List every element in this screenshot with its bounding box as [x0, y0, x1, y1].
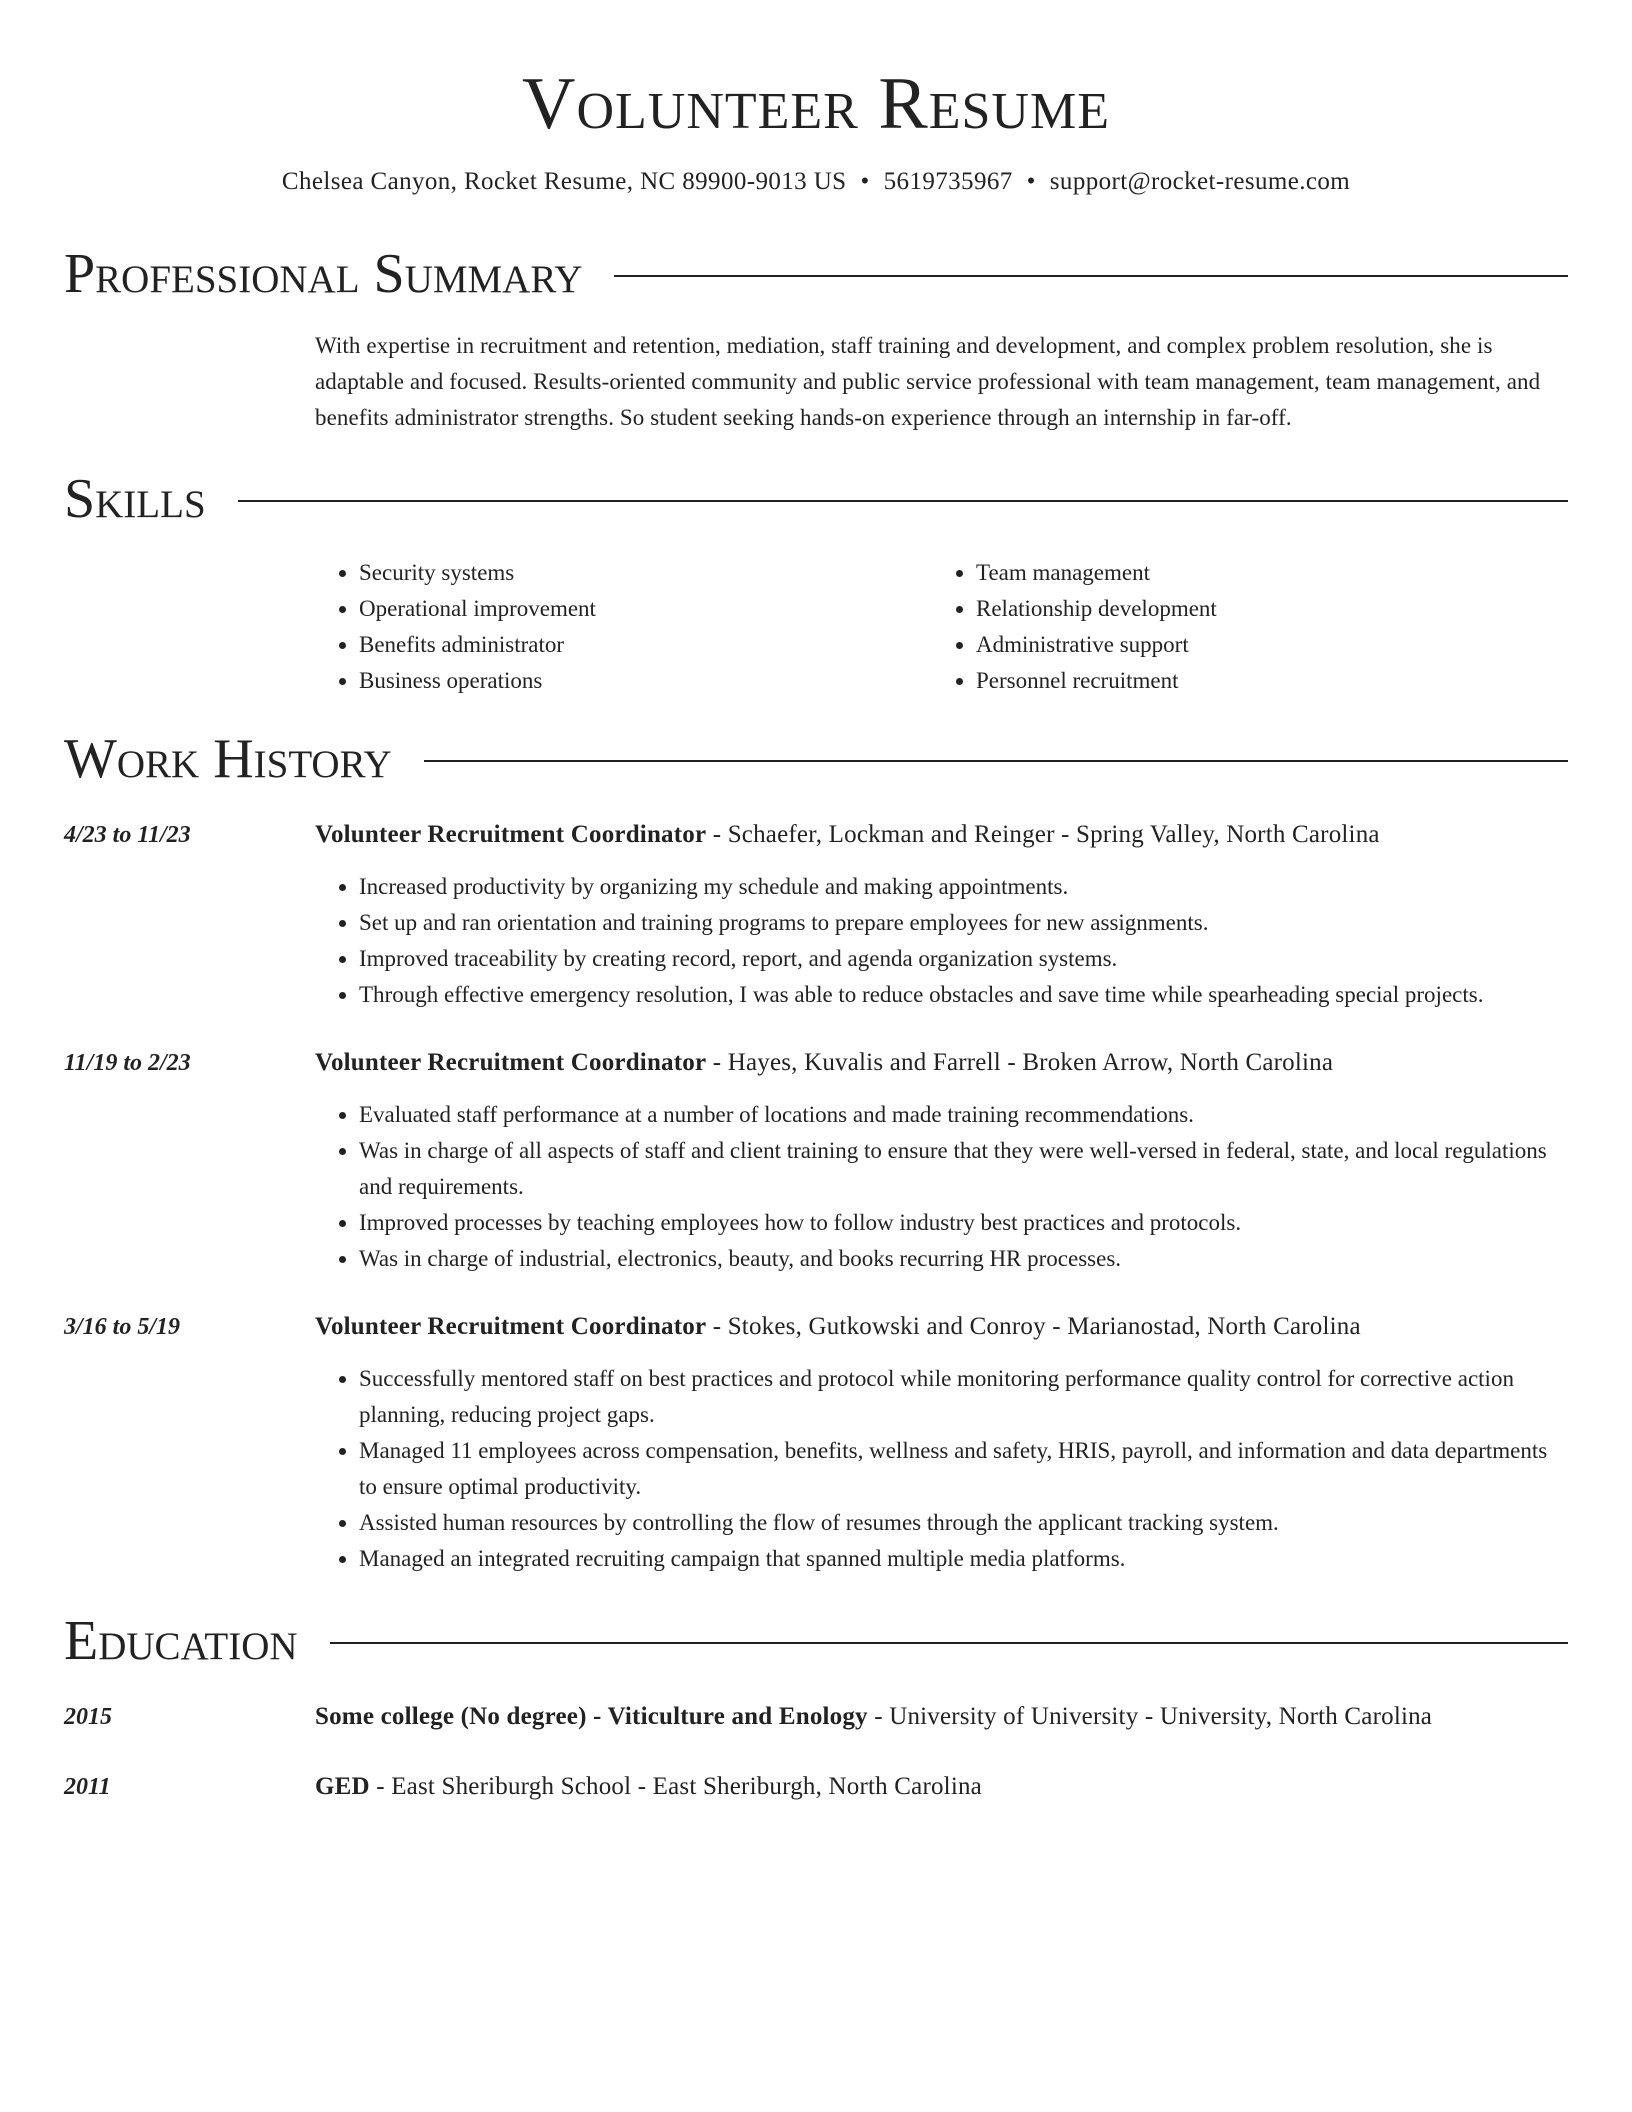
job-bullet: • Was in charge of industrial, electronics, beauty, and books recurring HR processes. [359, 1241, 1568, 1277]
skills-column-left [315, 555, 932, 699]
work-heading: Work History [64, 728, 392, 790]
skill-item: • Business operations [359, 663, 932, 699]
skills-section-heading [64, 463, 1568, 535]
job-employer: - Stokes, Gutkowski and Conroy - Marianostad, North Carolina [706, 1313, 1361, 1340]
job-bullet: • Evaluated staff performance at a number of locations and made training recommendations. [359, 1097, 1568, 1133]
skill-item: • Security systems [359, 555, 932, 591]
education-year: 2015 [64, 1704, 112, 1730]
job-headline [315, 815, 1568, 855]
job-headline [315, 1043, 1568, 1083]
skill-item: • Personnel recruitment [976, 663, 1217, 699]
job-bullets [315, 1097, 1568, 1277]
summary-section-heading [64, 238, 1568, 310]
summary-text: With expertise in recruitment and retention, mediation, staff training and development, and complex problem resolution, she is adaptable and focused. Results-oriented community and public service professional with team management, team management, and benefits administrator strengths. So student seeking hands-on experience through an internship in far-off. [315, 333, 1541, 430]
job-bullet: • Assisted human resources by controlling the flow of resumes through the applicant tracking system. [359, 1505, 1568, 1541]
resume-title: Volunteer Resume [522, 63, 1110, 145]
skill-item: • Benefits administrator [359, 627, 932, 663]
education-section-heading [64, 1605, 1568, 1677]
education-entry [64, 1767, 1568, 1807]
job-dates: 11/19 to 2/23 [64, 1050, 191, 1076]
education-degree: Some college (No degree) - Viticulture and Enology [315, 1703, 868, 1730]
job-bullet: • Increased productivity by organizing my schedule and making appointments. [359, 869, 1568, 905]
education-body [315, 1697, 1568, 1737]
section-divider [614, 275, 1568, 277]
job-bullet: • Through effective emergency resolution, I was able to reduce obstacles and save time while spearheading special projects. [359, 977, 1568, 1013]
summary-heading: Professional Summary [64, 243, 583, 305]
job-body [315, 815, 1568, 1013]
work-section-heading [64, 723, 1568, 795]
education-year: 2011 [64, 1774, 111, 1800]
education-school: - East Sheriburgh School - East Sheriburgh, North Carolina [369, 1773, 982, 1800]
contact-line [64, 164, 1568, 200]
contact-separator: • [860, 168, 870, 195]
education-degree: GED [315, 1773, 370, 1800]
job-employer: - Schaefer, Lockman and Reinger - Spring Valley, North Carolina [706, 821, 1380, 848]
skills-column-right [932, 555, 1217, 699]
job-role: Volunteer Recruitment Coordinator [315, 821, 707, 848]
section-divider [238, 500, 1568, 502]
job-bullet: • Set up and ran orientation and training programs to prepare employees for new assignments. [359, 905, 1568, 941]
job-bullet: • Improved processes by teaching employees how to follow industry best practices and protocols. [359, 1205, 1568, 1241]
skills-heading: Skills [64, 468, 206, 530]
job-bullet: • Was in charge of all aspects of staff and client training to ensure that they were well-versed in federal, state, and local regulations and requirements. [359, 1133, 1568, 1205]
job-dates: 3/16 to 5/19 [64, 1314, 181, 1340]
job-bullet: • Successfully mentored staff on best practices and protocol while monitoring performance quality control for corrective action planning, reducing project gaps. [359, 1361, 1568, 1433]
skills-list [315, 555, 1568, 699]
job-headline [315, 1307, 1568, 1347]
section-divider [424, 760, 1568, 762]
job-dates: 4/23 to 11/23 [64, 822, 191, 848]
education-headline [315, 1697, 1568, 1737]
job-body [315, 1307, 1568, 1577]
skill-item: • Relationship development [976, 591, 1217, 627]
job-role: Volunteer Recruitment Coordinator [315, 1313, 707, 1340]
job-entry [64, 815, 1568, 1013]
skill-item: • Administrative support [976, 627, 1217, 663]
skill-item: • Operational improvement [359, 591, 932, 627]
job-bullet: • Improved traceability by creating record, report, and agenda organization systems. [359, 941, 1568, 977]
education-list [64, 1697, 1568, 1807]
education-headline [315, 1767, 1568, 1807]
skill-item: • Team management [976, 555, 1217, 591]
job-body [315, 1043, 1568, 1277]
contact-separator: • [1026, 168, 1036, 195]
job-bullets [315, 869, 1568, 1013]
contact-address: Chelsea Canyon, Rocket Resume, NC 89900-9013 US [281, 168, 847, 195]
job-bullets [315, 1361, 1568, 1577]
job-entry [64, 1043, 1568, 1277]
job-employer: - Hayes, Kuvalis and Farrell - Broken Arrow, North Carolina [706, 1049, 1334, 1076]
contact-email: support@rocket-resume.com [1049, 168, 1351, 195]
education-heading: Education [64, 1610, 298, 1672]
job-bullet: • Managed an integrated recruiting campaign that spanned multiple media platforms. [359, 1541, 1568, 1577]
work-history-list [64, 815, 1568, 1577]
education-school: - University of University - University, North Carolina [867, 1703, 1433, 1730]
section-divider [330, 1642, 1568, 1644]
education-entry [64, 1697, 1568, 1737]
job-bullet: • Managed 11 employees across compensation, benefits, wellness and safety, HRIS, payroll, and information and data departments to ensure optimal productivity. [359, 1433, 1568, 1505]
contact-phone: 5619735967 [883, 168, 1013, 195]
job-role: Volunteer Recruitment Coordinator [315, 1049, 707, 1076]
education-body [315, 1767, 1568, 1807]
job-entry [64, 1307, 1568, 1577]
